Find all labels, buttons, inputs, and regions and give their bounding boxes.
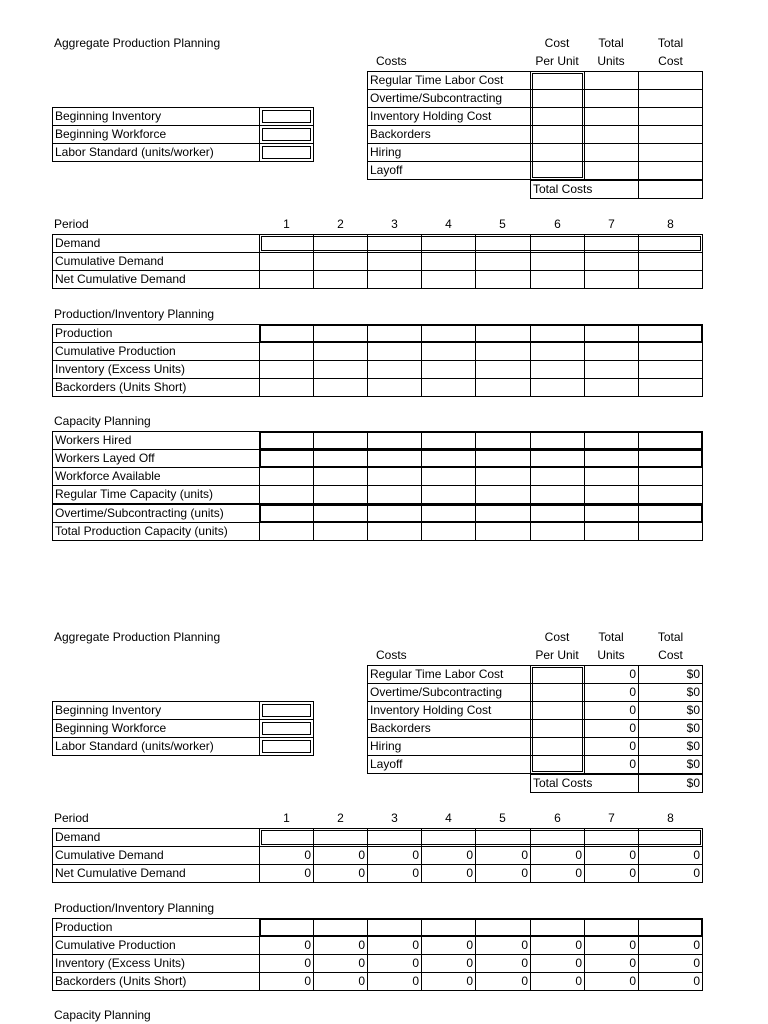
block1-total-cost-header-2: Cost <box>658 54 683 68</box>
period-number: 4 <box>445 811 452 825</box>
value-cell <box>313 360 368 379</box>
labor-standard-input[interactable] <box>259 143 314 162</box>
demand-input[interactable] <box>584 828 639 847</box>
demand-input[interactable] <box>367 828 422 847</box>
block1-period-label: Period <box>54 217 89 231</box>
value-cell: 0 <box>367 972 422 991</box>
value-cell: 0 <box>421 936 476 955</box>
demand-input[interactable] <box>475 234 531 253</box>
workers-hired-input[interactable] <box>584 431 639 450</box>
cost-label: Layoff <box>367 755 531 774</box>
demand-input[interactable] <box>259 234 314 253</box>
workers-layed-off-input[interactable] <box>475 449 531 468</box>
row-label: Backorders (Units Short) <box>52 378 260 397</box>
total-cost-cell <box>638 89 703 108</box>
period-number: 3 <box>391 217 398 231</box>
value-cell <box>638 360 703 379</box>
demand-input[interactable] <box>584 234 639 253</box>
period-number: 5 <box>499 217 506 231</box>
value-cell: 0 <box>584 936 639 955</box>
value-cell: 0 <box>259 972 314 991</box>
period-number: 2 <box>337 811 344 825</box>
value-cell <box>584 467 639 486</box>
value-cell: 0 <box>530 954 585 973</box>
row-label: Production <box>52 918 260 937</box>
production-input[interactable] <box>313 918 368 937</box>
demand-input[interactable] <box>530 828 585 847</box>
workers-layed-off-input[interactable] <box>259 449 314 468</box>
value-cell: 0 <box>584 954 639 973</box>
value-cell <box>259 360 314 379</box>
production-input[interactable] <box>638 918 703 937</box>
value-cell <box>259 522 314 541</box>
block2-total-costs-value: $0 <box>638 774 703 793</box>
block1-total-costs-label: Total Costs <box>530 180 639 199</box>
value-cell: 0 <box>475 864 531 883</box>
row-label: Net Cumulative Demand <box>52 864 260 883</box>
cost-per-unit-input[interactable] <box>530 143 585 162</box>
overtime-input[interactable] <box>421 504 476 523</box>
value-cell <box>638 270 703 289</box>
cost-per-unit-input[interactable] <box>530 107 585 126</box>
value-cell <box>367 378 422 397</box>
period-number: 4 <box>445 217 452 231</box>
row-label: Overtime/Subcontracting (units) <box>52 504 260 523</box>
total-units-cell <box>584 143 639 162</box>
value-cell <box>313 252 368 271</box>
value-cell: 0 <box>421 864 476 883</box>
total-units-cell: 0 <box>584 737 639 756</box>
block1-costs-header: Costs <box>376 54 407 68</box>
production-input[interactable] <box>475 324 531 343</box>
production-input[interactable] <box>259 918 314 937</box>
value-cell <box>584 360 639 379</box>
value-cell: 0 <box>584 864 639 883</box>
cost-per-unit-input[interactable] <box>530 161 585 180</box>
block2-production-section-title: Production/Inventory Planning <box>54 901 215 915</box>
row-label: Total Production Capacity (units) <box>52 522 260 541</box>
value-cell: 0 <box>475 954 531 973</box>
cost-per-unit-input[interactable] <box>530 701 585 720</box>
value-cell <box>259 252 314 271</box>
block2-total-cost-header-1: Total <box>657 630 684 644</box>
workers-layed-off-input[interactable] <box>421 449 476 468</box>
value-cell: 0 <box>313 972 368 991</box>
row-label: Regular Time Capacity (units) <box>52 485 260 504</box>
value-cell: 0 <box>584 972 639 991</box>
total-units-cell: 0 <box>584 665 639 684</box>
value-cell: 0 <box>367 864 422 883</box>
value-cell <box>367 360 422 379</box>
overtime-input[interactable] <box>530 504 585 523</box>
total-units-cell <box>584 107 639 126</box>
production-input[interactable] <box>367 918 422 937</box>
value-cell: 0 <box>584 846 639 865</box>
total-units-cell <box>584 71 639 90</box>
value-cell <box>367 522 422 541</box>
workers-layed-off-input[interactable] <box>367 449 422 468</box>
block1-cost-per-unit-header-1: Cost <box>544 36 570 50</box>
total-cost-cell: $0 <box>638 719 703 738</box>
total-units-cell <box>584 89 639 108</box>
workers-layed-off-input[interactable] <box>584 449 639 468</box>
row-label: Production <box>52 324 260 343</box>
value-cell <box>584 270 639 289</box>
value-cell <box>367 485 422 504</box>
value-cell: 0 <box>313 954 368 973</box>
period-number: 3 <box>391 811 398 825</box>
block1-total-units-header-2: Units <box>597 54 625 68</box>
value-cell: 0 <box>638 972 703 991</box>
row-label: Demand <box>52 828 260 847</box>
row-label: Net Cumulative Demand <box>52 270 260 289</box>
workers-hired-input[interactable] <box>530 431 585 450</box>
demand-input[interactable] <box>313 828 368 847</box>
workers-layed-off-input[interactable] <box>313 449 368 468</box>
value-cell: 0 <box>475 846 531 865</box>
demand-input[interactable] <box>421 234 476 253</box>
row-label: Backorders (Units Short) <box>52 972 260 991</box>
production-input[interactable] <box>421 918 476 937</box>
block2-total-costs-label: Total Costs <box>530 774 639 793</box>
cost-per-unit-input[interactable] <box>530 719 585 738</box>
value-cell <box>638 467 703 486</box>
cost-per-unit-input[interactable] <box>530 71 585 90</box>
value-cell <box>475 270 531 289</box>
value-cell: 0 <box>638 864 703 883</box>
block2-cost-per-unit-header-1: Cost <box>544 630 570 644</box>
cost-label: Regular Time Labor Cost <box>367 71 531 90</box>
period-number: 1 <box>283 217 290 231</box>
value-cell: 0 <box>259 936 314 955</box>
total-units-cell <box>584 161 639 180</box>
workers-hired-input[interactable] <box>638 431 703 450</box>
workers-hired-input[interactable] <box>259 431 314 450</box>
block1-total-costs-value <box>638 180 703 199</box>
value-cell <box>259 270 314 289</box>
value-cell: 0 <box>259 954 314 973</box>
cost-label: Hiring <box>367 143 531 162</box>
value-cell: 0 <box>530 972 585 991</box>
value-cell <box>530 522 585 541</box>
value-cell <box>530 485 585 504</box>
beginning-inventory-label: Beginning Inventory <box>52 701 260 720</box>
period-number: 5 <box>499 811 506 825</box>
value-cell <box>313 378 368 397</box>
total-cost-cell: $0 <box>638 683 703 702</box>
value-cell: 0 <box>638 954 703 973</box>
block1-production-section-title: Production/Inventory Planning <box>54 307 215 321</box>
value-cell <box>259 342 314 361</box>
total-units-cell <box>584 125 639 144</box>
value-cell <box>313 485 368 504</box>
block1-title: Aggregate Production Planning <box>54 36 221 50</box>
cost-label: Layoff <box>367 161 531 180</box>
row-label: Inventory (Excess Units) <box>52 360 260 379</box>
value-cell <box>367 467 422 486</box>
demand-input[interactable] <box>475 828 531 847</box>
demand-input[interactable] <box>259 828 314 847</box>
beginning-inventory-label: Beginning Inventory <box>52 107 260 126</box>
value-cell: 0 <box>638 846 703 865</box>
value-cell <box>367 270 422 289</box>
beginning-workforce-label: Beginning Workforce <box>52 125 260 144</box>
value-cell <box>530 467 585 486</box>
cost-per-unit-input[interactable] <box>530 125 585 144</box>
demand-input[interactable] <box>530 234 585 253</box>
value-cell: 0 <box>259 846 314 865</box>
overtime-input[interactable] <box>475 504 531 523</box>
value-cell: 0 <box>313 846 368 865</box>
value-cell <box>475 467 531 486</box>
value-cell <box>421 467 476 486</box>
production-input[interactable] <box>421 324 476 343</box>
period-number: 2 <box>337 217 344 231</box>
period-number: 8 <box>667 811 674 825</box>
total-cost-cell: $0 <box>638 755 703 774</box>
value-cell <box>475 522 531 541</box>
value-cell <box>475 360 531 379</box>
value-cell <box>530 378 585 397</box>
value-cell <box>313 342 368 361</box>
labor-standard-input[interactable] <box>259 737 314 756</box>
value-cell: 0 <box>530 846 585 865</box>
value-cell <box>421 342 476 361</box>
overtime-input[interactable] <box>584 504 639 523</box>
block2-total-units-header-1: Total <box>598 630 624 644</box>
beginning-workforce-input[interactable] <box>259 719 314 738</box>
value-cell: 0 <box>313 864 368 883</box>
overtime-input[interactable] <box>259 504 314 523</box>
block2-total-units-header-2: Units <box>597 648 625 662</box>
value-cell <box>313 270 368 289</box>
value-cell <box>421 252 476 271</box>
production-input[interactable] <box>530 324 585 343</box>
total-cost-cell: $0 <box>638 737 703 756</box>
row-label: Inventory (Excess Units) <box>52 954 260 973</box>
planning-block-2 <box>0 594 768 1024</box>
value-cell: 0 <box>421 846 476 865</box>
demand-input[interactable] <box>313 234 368 253</box>
cost-per-unit-input[interactable] <box>530 665 585 684</box>
value-cell <box>530 342 585 361</box>
value-cell <box>259 378 314 397</box>
cost-per-unit-input[interactable] <box>530 89 585 108</box>
value-cell <box>638 378 703 397</box>
total-cost-cell: $0 <box>638 665 703 684</box>
value-cell <box>421 485 476 504</box>
value-cell: 0 <box>530 936 585 955</box>
total-cost-cell <box>638 107 703 126</box>
production-input[interactable] <box>313 324 368 343</box>
cost-label: Inventory Holding Cost <box>367 701 531 720</box>
value-cell: 0 <box>367 846 422 865</box>
production-input[interactable] <box>584 918 639 937</box>
value-cell: 0 <box>367 936 422 955</box>
cost-label: Overtime/Subcontracting <box>367 89 531 108</box>
labor-standard-label: Labor Standard (units/worker) <box>52 737 260 756</box>
value-cell <box>530 270 585 289</box>
value-cell: 0 <box>421 954 476 973</box>
overtime-input[interactable] <box>313 504 368 523</box>
production-input[interactable] <box>584 324 639 343</box>
value-cell <box>638 342 703 361</box>
value-cell: 0 <box>367 954 422 973</box>
value-cell <box>313 522 368 541</box>
cost-label: Backorders <box>367 719 531 738</box>
value-cell <box>638 522 703 541</box>
demand-input[interactable] <box>638 234 703 253</box>
value-cell <box>638 252 703 271</box>
value-cell: 0 <box>259 864 314 883</box>
production-input[interactable] <box>638 324 703 343</box>
block2-title: Aggregate Production Planning <box>54 630 221 644</box>
period-number: 7 <box>608 811 615 825</box>
row-label: Cumulative Demand <box>52 252 260 271</box>
value-cell <box>313 467 368 486</box>
workers-layed-off-input[interactable] <box>638 449 703 468</box>
overtime-input[interactable] <box>367 504 422 523</box>
beginning-workforce-input[interactable] <box>259 125 314 144</box>
value-cell <box>259 485 314 504</box>
production-input[interactable] <box>475 918 531 937</box>
cost-label: Overtime/Subcontracting <box>367 683 531 702</box>
value-cell <box>475 342 531 361</box>
row-label: Cumulative Production <box>52 936 260 955</box>
total-cost-cell: $0 <box>638 701 703 720</box>
demand-input[interactable] <box>367 234 422 253</box>
total-units-cell: 0 <box>584 755 639 774</box>
cost-label: Backorders <box>367 125 531 144</box>
cost-label: Hiring <box>367 737 531 756</box>
block1-total-units-header-1: Total <box>598 36 624 50</box>
value-cell <box>638 485 703 504</box>
value-cell: 0 <box>475 936 531 955</box>
value-cell <box>584 522 639 541</box>
value-cell <box>530 252 585 271</box>
row-label: Workforce Available <box>52 467 260 486</box>
total-units-cell: 0 <box>584 701 639 720</box>
value-cell: 0 <box>530 864 585 883</box>
demand-input[interactable] <box>421 828 476 847</box>
value-cell <box>584 342 639 361</box>
value-cell <box>367 342 422 361</box>
labor-standard-label: Labor Standard (units/worker) <box>52 143 260 162</box>
row-label: Workers Layed Off <box>52 449 260 468</box>
period-number: 8 <box>667 217 674 231</box>
period-number: 7 <box>608 217 615 231</box>
period-number: 6 <box>554 217 561 231</box>
row-label: Cumulative Demand <box>52 846 260 865</box>
block2-period-label: Period <box>54 811 89 825</box>
value-cell <box>259 467 314 486</box>
production-input[interactable] <box>367 324 422 343</box>
value-cell <box>475 485 531 504</box>
cost-per-unit-input[interactable] <box>530 683 585 702</box>
value-cell <box>421 360 476 379</box>
workers-hired-input[interactable] <box>475 431 531 450</box>
period-number: 6 <box>554 811 561 825</box>
cost-label: Regular Time Labor Cost <box>367 665 531 684</box>
overtime-input[interactable] <box>638 504 703 523</box>
row-label: Cumulative Production <box>52 342 260 361</box>
total-cost-cell <box>638 71 703 90</box>
workers-hired-input[interactable] <box>313 431 368 450</box>
value-cell <box>584 252 639 271</box>
block1-capacity-section-title: Capacity Planning <box>54 414 151 428</box>
beginning-inventory-input[interactable] <box>259 701 314 720</box>
beginning-workforce-label: Beginning Workforce <box>52 719 260 738</box>
row-label: Demand <box>52 234 260 253</box>
block2-costs-header: Costs <box>376 648 407 662</box>
workers-hired-input[interactable] <box>367 431 422 450</box>
value-cell <box>475 378 531 397</box>
value-cell <box>584 485 639 504</box>
production-input[interactable] <box>259 324 314 343</box>
block2-capacity-section-title: Capacity Planning <box>54 1008 151 1022</box>
total-cost-cell <box>638 143 703 162</box>
value-cell: 0 <box>421 972 476 991</box>
block1-total-cost-header-1: Total <box>657 36 684 50</box>
value-cell <box>584 378 639 397</box>
total-units-cell: 0 <box>584 683 639 702</box>
workers-hired-input[interactable] <box>421 431 476 450</box>
block1-cost-per-unit-header-2: Per Unit <box>535 54 579 68</box>
demand-input[interactable] <box>638 828 703 847</box>
value-cell: 0 <box>313 936 368 955</box>
value-cell <box>367 252 422 271</box>
value-cell: 0 <box>638 936 703 955</box>
value-cell <box>421 270 476 289</box>
value-cell <box>421 378 476 397</box>
production-input[interactable] <box>530 918 585 937</box>
value-cell <box>530 360 585 379</box>
total-cost-cell <box>638 161 703 180</box>
period-number: 1 <box>283 811 290 825</box>
block2-cost-per-unit-header-2: Per Unit <box>535 648 579 662</box>
value-cell <box>475 252 531 271</box>
cost-label: Inventory Holding Cost <box>367 107 531 126</box>
cost-per-unit-input[interactable] <box>530 755 585 774</box>
value-cell: 0 <box>475 972 531 991</box>
cost-per-unit-input[interactable] <box>530 737 585 756</box>
total-units-cell: 0 <box>584 719 639 738</box>
value-cell <box>421 522 476 541</box>
beginning-inventory-input[interactable] <box>259 107 314 126</box>
row-label: Workers Hired <box>52 431 260 450</box>
total-cost-cell <box>638 125 703 144</box>
workers-layed-off-input[interactable] <box>530 449 585 468</box>
block2-total-cost-header-2: Cost <box>658 648 683 662</box>
